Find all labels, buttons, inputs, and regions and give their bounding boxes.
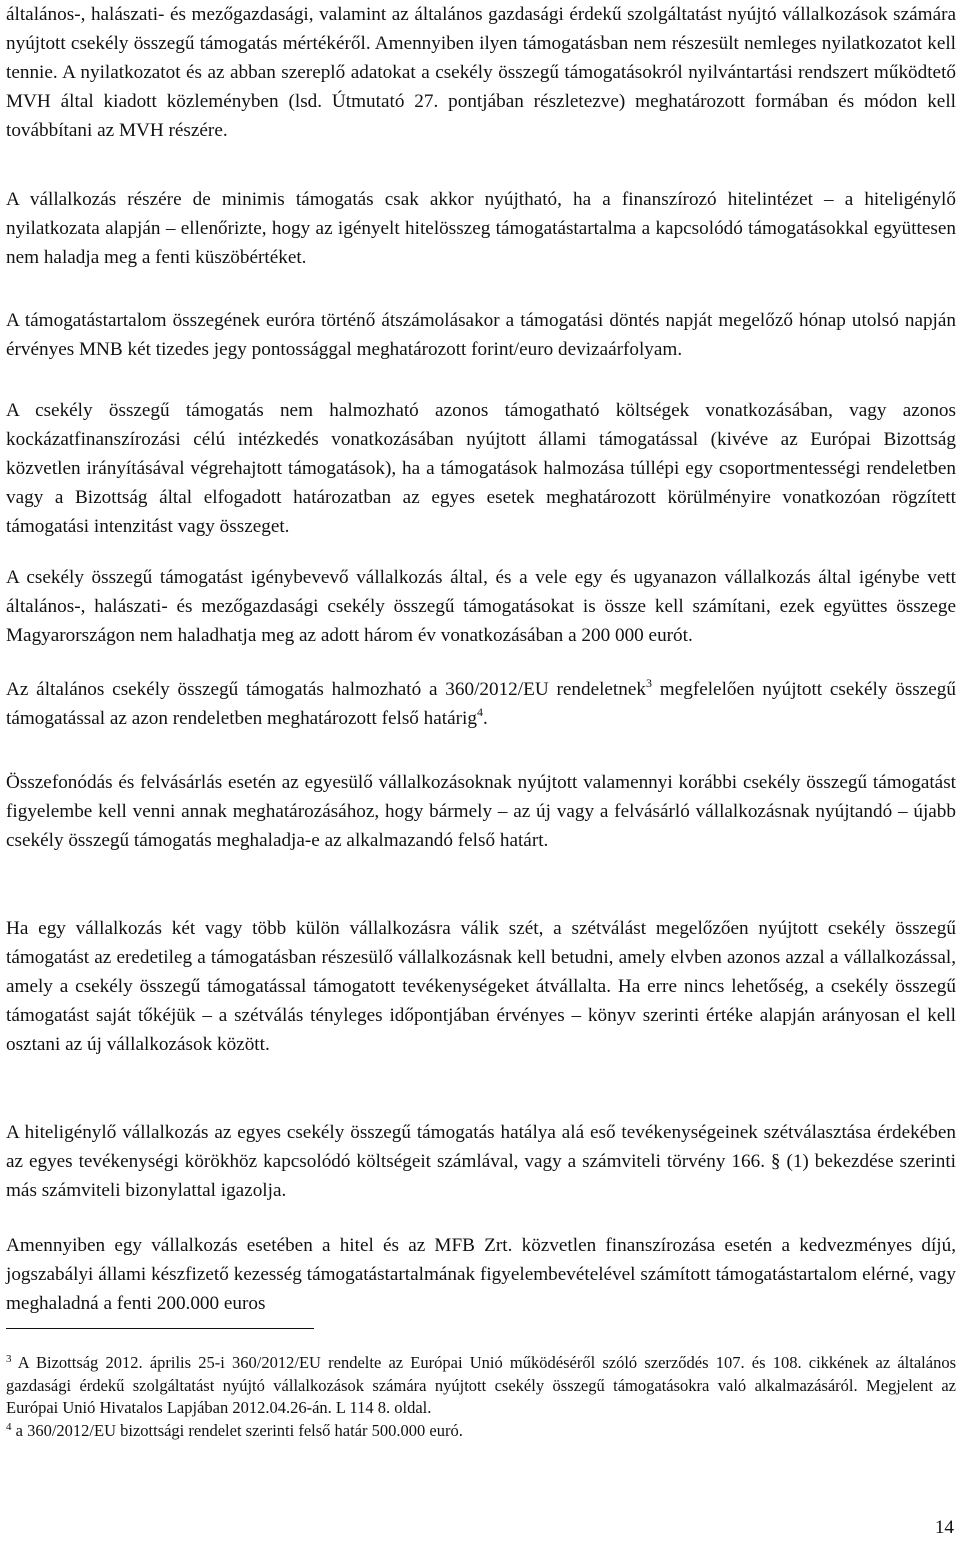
- paragraph-separation-of-activities: A hiteligénylő vállalkozás az egyes csekély összegű támogatás hatálya alá eső tevékenységeinek szétválasztása érdekében az egyes tevékenységi körökhöz kapcsolódó költségeit számlával, vagy a számviteli törvény 166. § (1) bekezdése szerinti más számviteli bizonylattal igazolja.: [6, 1122, 956, 1201]
- footnote-text: A Bizottság 2012. április 25-i 360/2012/EU rendelte az Európai Unió működéséről szóló szerződés 107. és 108. cikkének az általános gazdasági érdekű szolgáltatást nyújtó vállalkozások számára nyújtott csekély összegű támogatásokra való alkalmazásáról. Megjelent az Európai Unió Hivatalos Lapjában 2012.04.26-án. L 114 8. oldal.: [6, 1353, 956, 1417]
- footnote-text: a 360/2012/EU bizottsági rendelet szerinti felső határ 500.000 euró.: [11, 1421, 463, 1440]
- footnote-ref-3[interactable]: 3: [645, 676, 652, 690]
- paragraph-de-minimis-check: A vállalkozás részére de minimis támogatás csak akkor nyújtható, ha a finanszírozó hitelintézet – a hiteligénylő nyilatkozata alapján – ellenőrizte, hogy az igényelt hitelösszeg támogatástartalma a kapcsolódó támogatásokkal együttesen nem haladja meg a fenti küszöbértéket.: [6, 189, 956, 268]
- paragraph-mfb-financing: Amennyiben egy vállalkozás esetében a hitel és az MFB Zrt. közvetlen finanszírozása esetén a kedvezményes díjú, jogszabályi állami készfizető kezesség támogatástartalmának figyelembevételével számított támogatástartalom elérné, vagy meghaladná a fenti 200.000 euros: [6, 1235, 956, 1314]
- page-number: 14: [934, 1517, 954, 1538]
- paragraph-cumulation-limit: A csekély összegű támogatás nem halmozható azonos támogatható költségek vonatkozásában, vagy azonos kockázatfinanszírozási célú intézkedés vonatkozásában nyújtott állami támogatással (kivéve az Európai Bizottság közvetlen irányításával végrehajtott támogatások), ha a támogatások halmozása túllépi egy csoportmentességi rendeletben vagy a Bizottság által elfogadott határozatban az egyes esetek meghatározott körülményire vonatkozóan rögzített támogatási intenzitást vagy összeget.: [6, 400, 956, 537]
- footnote-marker-4: 4: [6, 1421, 12, 1433]
- paragraph-cumulation-360-2012: [6, 675, 956, 733]
- paragraph-text-part: megfelelően nyújtott csekély összegű támogatással az azon rendeletben meghatározott felső határig: [6, 679, 956, 729]
- paragraph-mergers: Összefonódás és felvásárlás esetén az egyesülő vállalkozásoknak nyújtott valamennyi korábbi csekély összegű támogatást figyelembe kell venni annak meghatározásához, hogy bármely – az új vagy a felvásárló vállalkozásnak nyújtandó – újabb csekély összegű támogatás meghaladja-e az alkalmazandó felső határt.: [6, 772, 956, 851]
- footnote-marker-3: 3: [6, 1353, 12, 1365]
- footnote-3: [6, 1352, 956, 1420]
- paragraph-division: Ha egy vállalkozás két vagy több külön vállalkozásra válik szét, a szétválást megelőzően nyújtott csekély összegű támogatást az eredetileg a támogatásban részesülő vállalkozásnak kell betudni, amely elvben azonos azzal a vállalkozással, amely a csekély összegű támogatással támogatott tevékenységeket átvállalta. Ha erre nincs lehetőség, a csekély összegű támogatást saját tőkéjük – a szétválás tényleges időpontjában érvényes – könyv szerinti értéke alapján arányosan el kell osztani az új vállalkozások között.: [6, 918, 956, 1055]
- footnote-separator: [6, 1328, 314, 1329]
- paragraph-text-part: Az általános csekély összegű támogatás halmozható a 360/2012/EU rendeletnek: [6, 679, 646, 700]
- paragraph-euro-conversion: A támogatástartalom összegének euróra történő átszámolásakor a támogatási döntés napját megelőző hónap utolsó napján érvényes MNB két tizedes jegy pontossággal meghatározott forint/euro devizaárfolyam.: [6, 310, 956, 360]
- footnote-ref-4[interactable]: 4: [476, 705, 483, 719]
- paragraph-group-aggregation: A csekély összegű támogatást igénybevevő vállalkozás által, és a vele egy és ugyanazon vállalkozás által igénybe vett általános-, halászati- és mezőgazdasági csekély összegű támogatásokat is össze kell számítani, ezek együttes összege Magyarországon nem haladhatja meg az adott három év vonatkozásában a 200 000 eurót.: [6, 567, 956, 646]
- paragraph-declaration: általános-, halászati- és mezőgazdasági, valamint az általános gazdasági érdekű szolgáltatást nyújtó vállalkozások számára nyújtott csekély összegű támogatás mértékéről. Amennyiben ilyen támogatásban nem részesült nemleges nyilatkozatot kell tennie. A nyilatkozatot és az abban szereplő adatokat a csekély összegű támogatásokról nyilvántartási rendszert működtető MVH által kiadott közleményben (lsd. Útmutató 27. pontjában részletezve) meghatározott formában és módon kell továbbítani az MVH részére.: [6, 4, 956, 141]
- footnote-4: [6, 1420, 956, 1443]
- paragraph-text-part: .: [482, 708, 488, 729]
